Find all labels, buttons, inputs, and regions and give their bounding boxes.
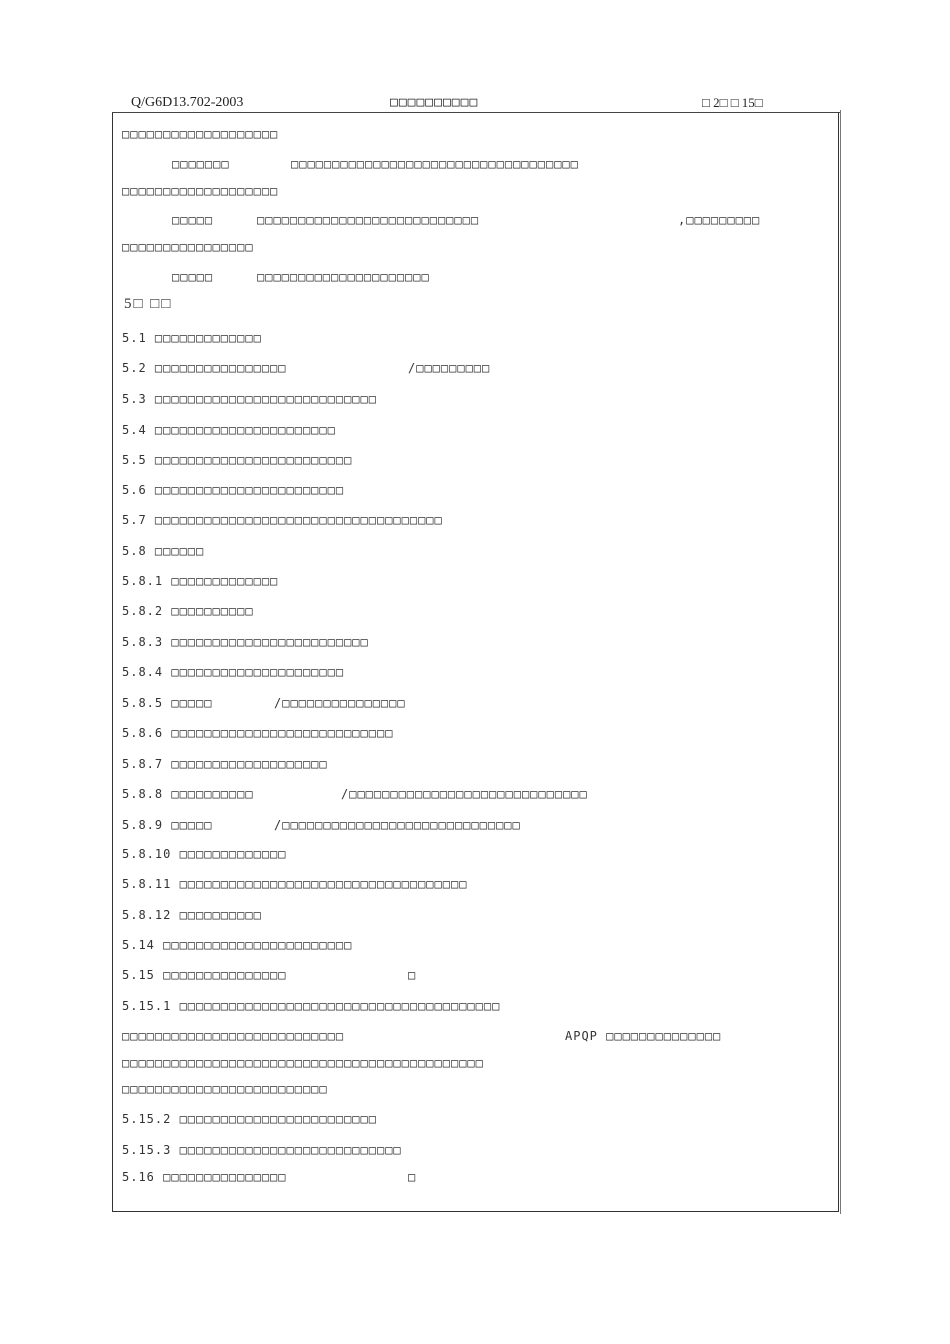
clause-5-8-1: 5.8.1 □□□□□□□□□□□□□: [122, 574, 279, 588]
clause-5-8-7: 5.8.7 □□□□□□□□□□□□□□□□□□□: [122, 757, 328, 771]
clause-5-8-5-continued: /□□□□□□□□□□□□□□□: [274, 696, 406, 710]
body-line-2-term: □□□□□□□: [172, 157, 230, 171]
clause-5-6: 5.6 □□□□□□□□□□□□□□□□□□□□□□□: [122, 483, 345, 497]
clause-5-8-11: 5.8.11 □□□□□□□□□□□□□□□□□□□□□□□□□□□□□□□□□□□: [122, 877, 468, 891]
clause-5-15-1-line-4: □□□□□□□□□□□□□□□□□□□□□□□□□: [122, 1082, 328, 1096]
body-line-1: □□□□□□□□□□□□□□□□□□□: [122, 127, 279, 141]
clause-5-15-mark: □: [408, 968, 417, 982]
clause-5-15-1-apqp: APQP □□□□□□□□□□□□□□: [565, 1029, 722, 1043]
clause-5-8: 5.8 □□□□□□: [122, 544, 205, 558]
body-line-6-text: □□□□□□□□□□□□□□□□□□□□□: [257, 270, 430, 284]
page-frame: [112, 113, 839, 1212]
clause-5-15: 5.15 □□□□□□□□□□□□□□□: [122, 968, 287, 982]
clause-5-8-2: 5.8.2 □□□□□□□□□□: [122, 604, 254, 618]
clause-5-8-3: 5.8.3 □□□□□□□□□□□□□□□□□□□□□□□□: [122, 635, 369, 649]
body-line-2-text: □□□□□□□□□□□□□□□□□□□□□□□□□□□□□□□□□□□: [291, 157, 579, 171]
clause-5-8-6: 5.8.6 □□□□□□□□□□□□□□□□□□□□□□□□□□□: [122, 726, 394, 740]
clause-5-8-8: 5.8.8 □□□□□□□□□□: [122, 787, 254, 801]
body-line-4-text: □□□□□□□□□□□□□□□□□□□□□□□□□□□: [257, 213, 480, 227]
page-number: □ 2□ □ 15□: [702, 95, 763, 110]
clause-5-3: 5.3 □□□□□□□□□□□□□□□□□□□□□□□□□□□: [122, 392, 377, 406]
body-line-5: □□□□□□□□□□□□□□□□: [122, 240, 254, 254]
clause-5-7: 5.7 □□□□□□□□□□□□□□□□□□□□□□□□□□□□□□□□□□□: [122, 513, 443, 527]
clause-5-4: 5.4 □□□□□□□□□□□□□□□□□□□□□□: [122, 423, 336, 437]
clause-5-15-2: 5.15.2 □□□□□□□□□□□□□□□□□□□□□□□□: [122, 1112, 377, 1126]
clause-5-8-12: 5.8.12 □□□□□□□□□□: [122, 908, 262, 922]
clause-5-8-10: 5.8.10 □□□□□□□□□□□□□: [122, 847, 287, 861]
clause-5-5: 5.5 □□□□□□□□□□□□□□□□□□□□□□□□: [122, 453, 353, 467]
clause-5-1: 5.1 □□□□□□□□□□□□□: [122, 331, 262, 345]
clause-5-8-8-continued: /□□□□□□□□□□□□□□□□□□□□□□□□□□□□□: [341, 787, 588, 801]
clause-5-15-1-line-2: □□□□□□□□□□□□□□□□□□□□□□□□□□□: [122, 1029, 345, 1043]
clause-5-16-mark: □: [408, 1170, 417, 1184]
clause-5-15-3: 5.15.3 □□□□□□□□□□□□□□□□□□□□□□□□□□□: [122, 1143, 402, 1157]
body-line-4-term: □□□□□: [172, 213, 214, 227]
clause-5-2-continued: /□□□□□□□□□: [408, 361, 491, 375]
frame-outer-edge: [840, 110, 841, 1214]
clause-5-15-1: 5.15.1 □□□□□□□□□□□□□□□□□□□□□□□□□□□□□□□□□□□□□□□: [122, 999, 501, 1013]
body-line-4-tail: ,□□□□□□□□□: [678, 213, 761, 227]
clause-5-16: 5.16 □□□□□□□□□□□□□□□: [122, 1170, 287, 1184]
body-line-3: □□□□□□□□□□□□□□□□□□□: [122, 184, 279, 198]
clause-5-8-9-continued: /□□□□□□□□□□□□□□□□□□□□□□□□□□□□□: [274, 818, 521, 832]
clause-5-8-9: 5.8.9 □□□□□: [122, 818, 213, 832]
clause-5-8-4: 5.8.4 □□□□□□□□□□□□□□□□□□□□□: [122, 665, 345, 679]
clause-5-8-5: 5.8.5 □□□□□: [122, 696, 213, 710]
clause-5-2: 5.2 □□□□□□□□□□□□□□□□: [122, 361, 287, 375]
section-5-heading: 5□ □□: [124, 296, 173, 312]
clause-5-15-1-line-3: □□□□□□□□□□□□□□□□□□□□□□□□□□□□□□□□□□□□□□□□□□□□: [122, 1056, 484, 1070]
body-line-6-term: □□□□□: [172, 270, 214, 284]
document-title: □□□□□□□□□□: [390, 95, 479, 110]
clause-5-14: 5.14 □□□□□□□□□□□□□□□□□□□□□□□: [122, 938, 353, 952]
document-code: Q/G6D13.702-2003: [131, 95, 244, 110]
